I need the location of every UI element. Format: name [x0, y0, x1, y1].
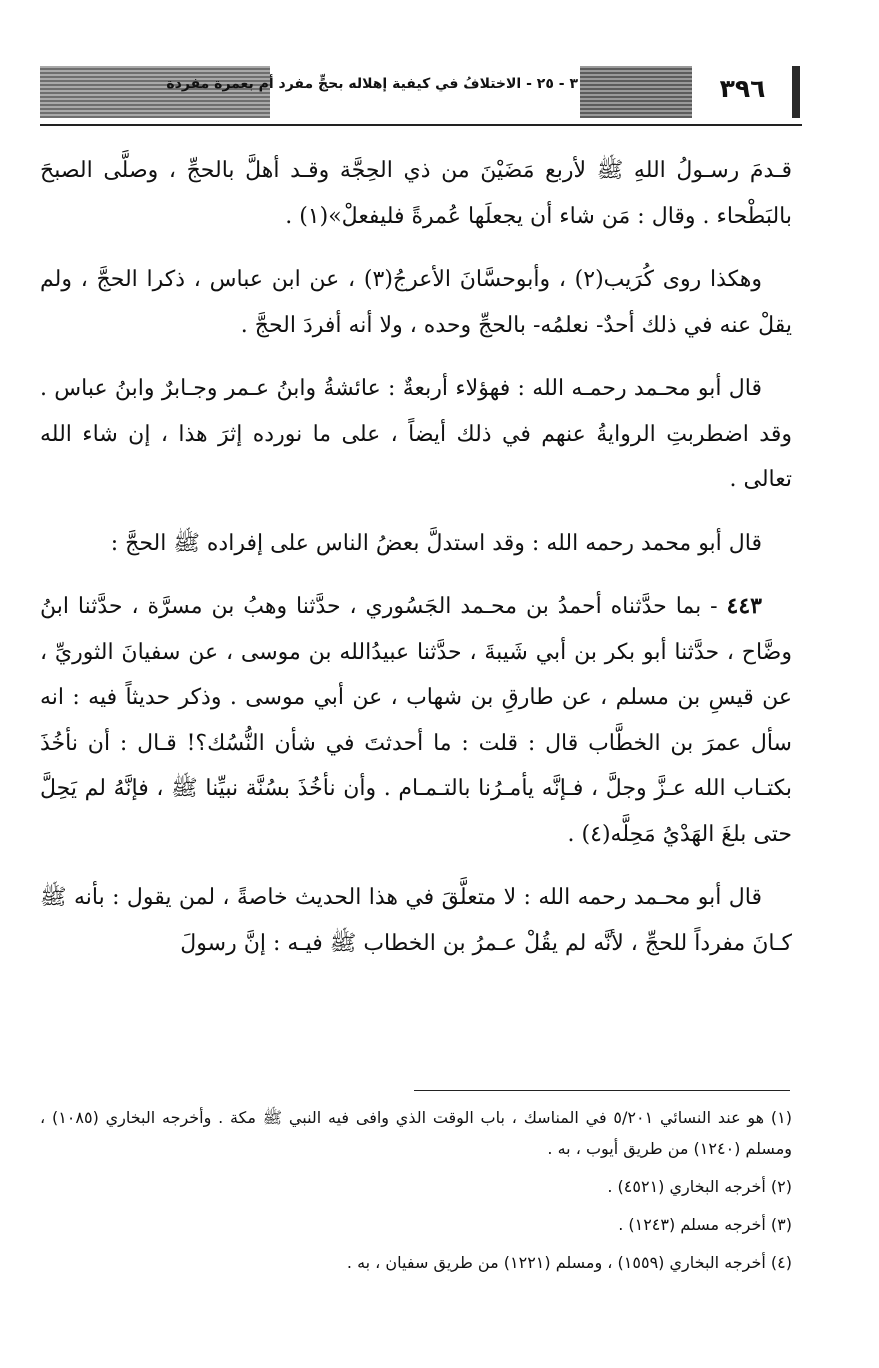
paragraph-4: قال أبو محمد رحمه الله : وقد استدلَّ بعضُ الناس على إفراده ﷺ الحجَّ :: [110, 530, 762, 556]
page-number: ٣٩٦: [719, 74, 766, 103]
hadith-443: [40, 584, 792, 857]
footnote-4: (٤) أخرجه البخاري (١٥٥٩) ، ومسلم (١٢٢١) من طريق سفيان ، به .: [346, 1253, 792, 1272]
paragraph-1: قـدمَ رسـولُ اللهِ ﷺ لأربع مَضَيْنَ من ذي الحِجَّة وقـد أهلَّ بالحجِّ ، وصلَّى الصبحَ بالبَطْحاء . وقال : مَن شاء أن يجعلَها عُمرةً فليفعلْ»(١) .: [40, 158, 792, 229]
footnote-1: (١) هو عند النسائي ٥/٢٠١ في المناسك ، باب الوقت الذي وافى فيه النبي ﷺ مكة . وأخرجه البخاري (١٠٨٥) ، ومسلم (١٢٤٠) من طريق أيوب ، به .: [40, 1108, 792, 1158]
chapter-title: ٣ - ٢٥ - الاختلافُ في كيفية إهلاله بحجٍّ مفرد أم بعمرة مفردة: [166, 76, 578, 92]
paragraph-3: قال أبو محـمد رحمـه الله : فهؤلاء أربعةٌ : عائشةُ وابنُ عـمر وجـابرٌ وابنُ عباس . وقد اضطربتِ الروايةُ عنهم في ذلك أيضاً ، على ما نورده إثرَ هذا ، إن شاء الله تعالى .: [40, 376, 792, 492]
header-decorative-block: [580, 66, 692, 118]
hadith-text: - بما حدَّثناه أحمدُ بن محـمد الجَسُوري ، حدَّثنا وهبُ بن مسرَّة ، حدَّثنا ابنُ وضَّاح ، حدَّثنا أبو بكر بن أبي شَيبةَ ، حدَّثنا عبيدُالله بن موسى ، عن سفيانَ الثوريِّ ، عن قيسِ بن مسلم ، عن طارقِ بن شهاب ، عن أبي موسى . وذكر حديثاً فيه : انه سأل عمرَ بن الخطَّاب قال : قلت : ما أحدثتَ في شأن النُّسُك؟! قـال : أن نأخُذَ بكتـاب الله عـزَّ وجلَّ ، فـإنَّه يأمـرُنا بالتـمـام . وأن نأخُذَ بسُنَّة نبيِّنا ﷺ ، فإنَّهُ لم يَحِلَّ حتى بلغَ الهَدْيُ مَحِلَّه(٤) .: [40, 594, 792, 847]
footnote-rule: [414, 1090, 790, 1091]
paragraph-6: قال أبو محـمد رحمه الله : لا متعلَّقَ في هذا الحديث خاصةً ، لمن يقول : بأنه ﷺ كـانَ مفرداً للحجِّ ، لأنَّه لم يقُلْ عـمرُ بن الخطاب ﷺ فيـه : إنَّ رسولَ: [40, 885, 792, 956]
paragraph-2: وهكذا روى كُرَيب(٢) ، وأبوحسَّانَ الأعرجُ(٣) ، عن ابن عباس ، ذكرا الحجَّ ، ولم يقلْ عنه في ذلك أحدٌ- نعلمُه- بالحجِّ وحده ، ولا أنه أفردَ الحجَّ .: [40, 267, 792, 338]
hadith-number: ٤٤٣: [726, 593, 762, 619]
footnote-3: (٣) أخرجه مسلم (١٢٤٣) .: [618, 1215, 792, 1234]
footnotes: [40, 1102, 792, 1285]
running-header: [40, 66, 800, 120]
footnote-2: (٢) أخرجه البخاري (٤٥٢١) .: [607, 1177, 792, 1196]
main-text: [40, 148, 792, 984]
header-edge-bar: [792, 66, 800, 118]
header-decorative-band: [40, 66, 270, 118]
header-rule: [40, 124, 802, 126]
